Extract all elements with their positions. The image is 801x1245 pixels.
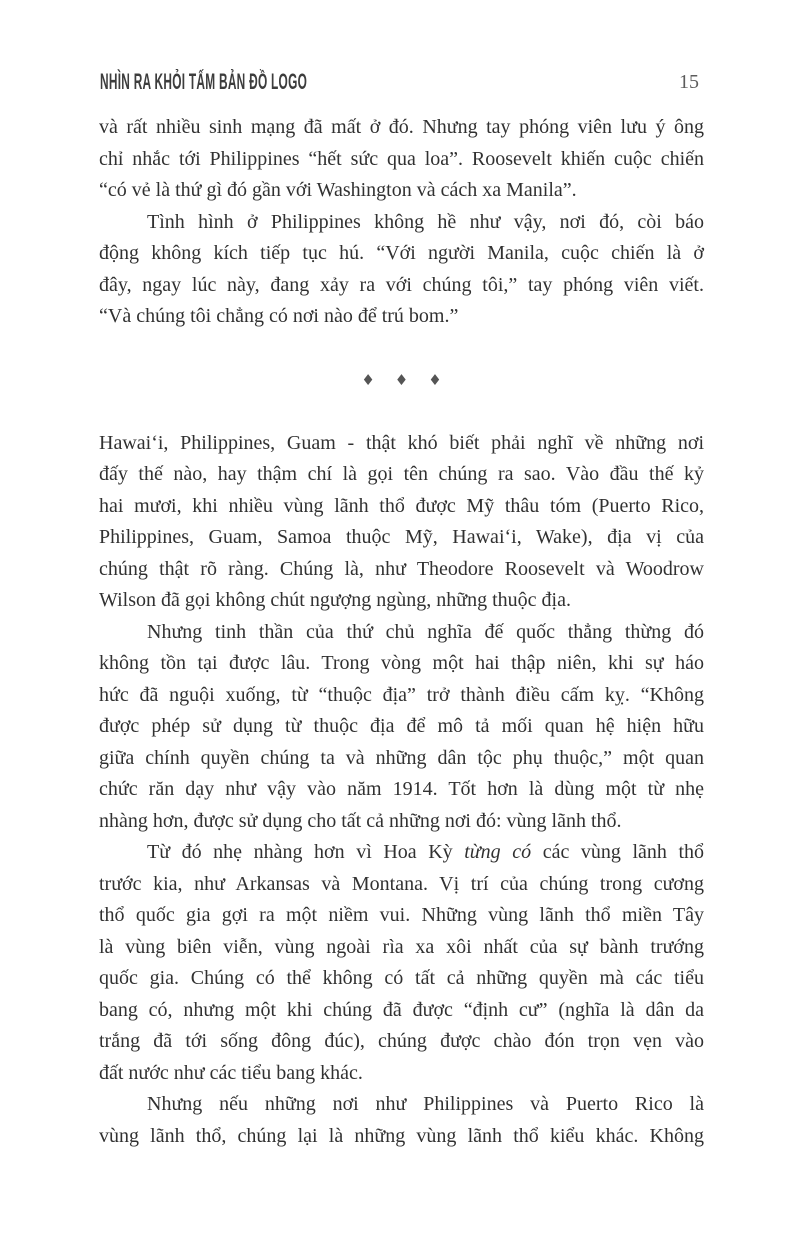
running-title: NHÌN RA KHỎI TẤM BẢN ĐỒ LOGO bbox=[100, 69, 308, 94]
text-line: chức răn dạy như vậy vào năm 1914. Tốt hơn là dùng một từ nhẹ bbox=[99, 778, 704, 800]
text-line: được phép sử dụng từ thuộc địa để mô tả mối quan hệ hiện hữu bbox=[99, 715, 704, 737]
text-line: trắng đã tới sống đông đúc), chúng được chào đón trọn vẹn vào bbox=[99, 1030, 704, 1052]
text-line: “có vẻ là thứ gì đó gần với Washington và cách xa Manila”. bbox=[99, 179, 577, 201]
text-segment: Từ đó nhẹ nhàng hơn vì Hoa Kỳ bbox=[147, 841, 465, 863]
text-line: Philippines, Guam, Samoa thuộc Mỹ, Hawai‘i, Wake), địa vị của bbox=[99, 526, 704, 548]
text-line: đất nước như các tiểu bang khác. bbox=[99, 1061, 363, 1084]
text-line: chỉ nhắc tới Philippines “hết sức qua loa”. Roosevelt khiến cuộc chiến bbox=[99, 147, 704, 170]
text-line: Tình hình ở Philippines không hề như vậy, nơi đó, còi báo bbox=[147, 210, 704, 233]
running-header bbox=[100, 70, 699, 96]
text-line: nhàng hơn, được sử dụng cho tất cả những nơi đó: vùng lãnh thổ. bbox=[99, 809, 622, 832]
text-line: Nhưng tinh thần của thứ chủ nghĩa đế quốc thẳng thừng đó bbox=[147, 620, 704, 643]
text-line: đây, ngay lúc này, đang xảy ra với chúng tôi,” tay phóng viên viết. bbox=[99, 273, 704, 296]
text-line: Nhưng nếu những nơi như Philippines và Puerto Rico là bbox=[147, 1093, 704, 1115]
text-line: trước kia, như Arkansas và Montana. Vị trí của chúng trong cương bbox=[99, 872, 704, 895]
text-line: Wilson đã gọi không chút ngượng ngùng, những thuộc địa. bbox=[99, 589, 571, 611]
text-line: hức đã nguội xuống, từ “thuộc địa” trở thành điều cấm kỵ. “Không bbox=[99, 683, 704, 706]
page-number: 15 bbox=[679, 71, 699, 93]
text-segment: các vùng lãnh thổ bbox=[531, 841, 704, 863]
text-line: giữa chính quyền chúng ta và những dân tộc phụ thuộc,” một quan bbox=[99, 746, 704, 769]
section-separator bbox=[99, 333, 704, 428]
paragraph bbox=[99, 207, 704, 333]
paragraph bbox=[99, 837, 704, 1089]
diamond-icon: ♦ bbox=[394, 370, 409, 389]
text-line: đấy thế nào, hay thậm chí là gọi tên chúng ra sao. Vào đầu thế kỷ bbox=[99, 463, 704, 485]
paragraph bbox=[99, 428, 704, 617]
diamond-icon: ♦ bbox=[361, 370, 375, 389]
text-line: động không kích tiếp tục hú. “Với người Manila, cuộc chiến là ở bbox=[99, 242, 704, 264]
text-line: “Và chúng tôi chẳng có nơi nào để trú bom.” bbox=[99, 305, 459, 327]
text-line: quốc gia. Chúng có thể không có tất cả những quyền mà các tiểu bbox=[99, 967, 704, 989]
text-line: hai mươi, khi nhiều vùng lãnh thổ được Mỹ thâu tóm (Puerto Rico, bbox=[99, 494, 704, 517]
text-line: bang có, nhưng một khi chúng đã được “định cư” (nghĩa là dân da bbox=[99, 998, 704, 1021]
text-block bbox=[99, 112, 704, 1152]
paragraph bbox=[99, 112, 704, 207]
text-line: không tồn tại được lâu. Trong vòng một hai thập niên, khi sự háo bbox=[99, 652, 704, 674]
italic-text: từng có bbox=[464, 841, 532, 863]
paragraph bbox=[99, 617, 704, 838]
text-line: và rất nhiều sinh mạng đã mất ở đó. Nhưng tay phóng viên lưu ý ông bbox=[99, 116, 704, 138]
text-line bbox=[99, 837, 704, 869]
diamond-icon: ♦ bbox=[428, 370, 442, 389]
text-line: thổ quốc gia gợi ra một niềm vui. Những vùng lãnh thổ miền Tây bbox=[99, 904, 704, 926]
text-line: Hawai‘i, Philippines, Guam - thật khó biết phải nghĩ về những nơi bbox=[99, 431, 704, 454]
text-line: là vùng biên viễn, vùng ngoài rìa xa xôi nhất của sự bành trướng bbox=[99, 935, 704, 958]
text-line: vùng lãnh thổ, chúng lại là những vùng lãnh thổ kiểu khác. Không bbox=[99, 1124, 704, 1147]
paragraph bbox=[99, 1089, 704, 1152]
text-line: chúng thật rõ ràng. Chúng là, như Theodore Roosevelt và Woodrow bbox=[99, 557, 704, 580]
